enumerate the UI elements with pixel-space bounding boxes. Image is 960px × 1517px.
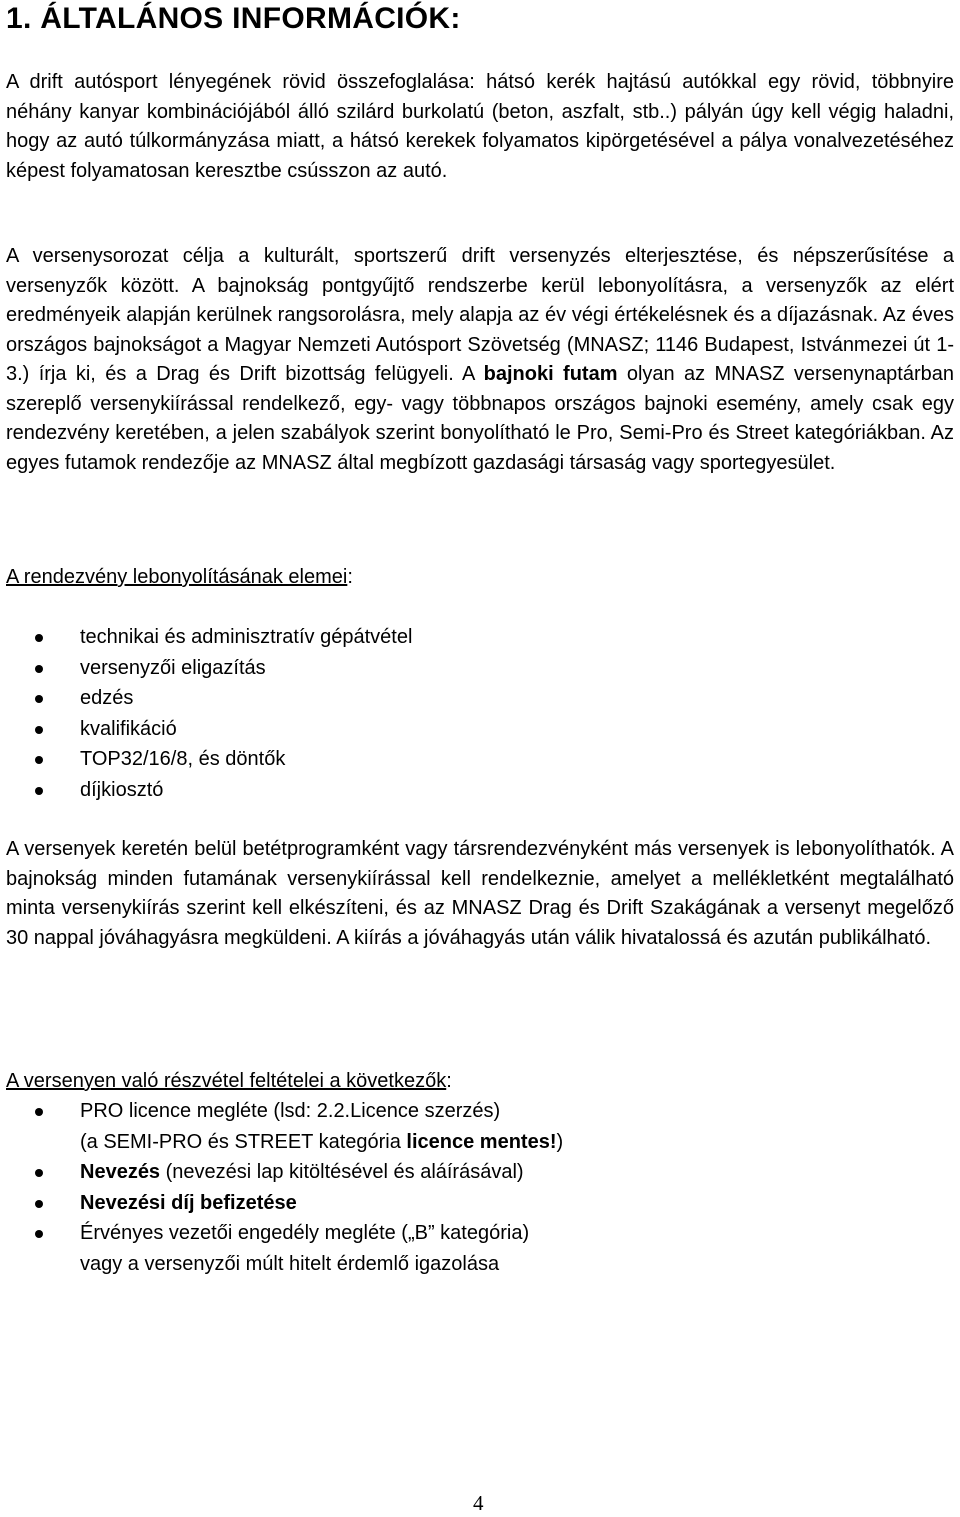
bullet-icon	[35, 1108, 43, 1116]
list-item-text: vagy a versenyzői múlt hitelt érdemlő igazolása	[80, 1252, 500, 1275]
paragraph-series-goal-text: A versenysorozat célja a kulturált, sportszerű drift versenyzés elterjesztése, és népszerűsítése a versenyzők között. A bajnokság pontgyűjtő rendszerbe kerül lebonyolításra, a versenyzők az elért eredményeik alapján kerülnek rangsorolásra, mely alapja az év végi értékelésnek és a díjazásnak. Az éves országos bajnokságot a Magyar Nemzeti Autósport Szövetség (MNASZ; 1146 Budapest, Istvánmezei út 1-3.) írja ki, és a Drag és Drift bizottság felügyeli. A	[6, 245, 954, 385]
list-item	[6, 1157, 946, 1188]
list-item-text: díjkiosztó	[80, 778, 164, 801]
list-item-text: Érvényes vezetői engedély megléte („B” kategória)	[80, 1222, 530, 1244]
list-item-text: )	[556, 1130, 564, 1153]
paragraph-series-goal	[6, 242, 954, 478]
list-item-text: (a SEMI-PRO és STREET kategória	[80, 1130, 407, 1153]
list-item-text: edzés	[80, 687, 134, 709]
participation-conditions-heading-text: A versenyen való részvétel feltételei a következők	[6, 1070, 447, 1092]
bullet-icon	[35, 695, 43, 703]
bullet-icon	[35, 756, 43, 764]
list-item-text-bold: licence mentes!	[406, 1130, 557, 1153]
paragraph-drift-summary: A drift autósport lényegének rövid összefoglalása: hátsó kerék hajtású autókkal egy rövid, többnyire néhány kanyar kombinációjából álló szilárd burkolatú (beton, aszfalt, stb..) pályán úgy kell végig haladni, hogy az autó túlkormányzása miatt, a hátsó kerekek folyamatos kipörgetésével a pálya vonalvezetéséhez képest folyamatosan keresztbe csússzon az autó.	[6, 71, 954, 182]
bullet-icon	[35, 1169, 43, 1177]
bullet-icon	[35, 634, 43, 642]
list-item	[6, 653, 946, 684]
page-number: 4	[473, 1491, 484, 1515]
list-item	[6, 683, 946, 714]
participation-conditions-heading	[6, 1067, 452, 1097]
list-item-text: versenyzői eligazítás	[80, 656, 266, 679]
participation-conditions-heading-colon: :	[446, 1070, 452, 1092]
bullet-icon	[35, 787, 43, 795]
paragraph-series-goal-text-cont: olyan az MNASZ versenynaptárban szereplő versenykiírással rendelkező, egy- vagy többnapos országos bajnoki esemény, amely csak egy rendezvény keretében, a jelen szabályok szerint bonyolítható le Pro, Semi-Pro és Street kategóriákban. Az egyes futamok rendezője az MNASZ által megbízott gazdasági társaság vagy sportegyesület.	[6, 363, 954, 474]
participation-conditions-list	[6, 1096, 946, 1279]
list-item-text-bold: Nevezés	[80, 1161, 161, 1183]
list-item-text: TOP32/16/8, és döntők	[80, 748, 286, 770]
bullet-icon	[35, 726, 43, 734]
list-item-text: PRO licence megléte (lsd: 2.2.Licence szerzés)	[80, 1100, 501, 1122]
paragraph-side-events: A versenyek keretén belül betétprogramként vagy társrendezvényként más versenyek is lebonyolíthatók. A bajnokság minden futamának versenykiírással kell rendelkeznie, amelyet a mellékletként megtalálható minta versenykiírás szerint kell elkészíteni, és az MNASZ Drag és Drift Szakágának a versenyt megelőző 30 nappal jóváhagyásra megküldeni. A kiírás a jóváhagyás után válik hivatalossá és azután publikálható.	[6, 838, 954, 949]
list-item	[6, 1096, 946, 1157]
list-item	[6, 714, 946, 745]
event-elements-heading	[6, 563, 353, 593]
list-item-text-bold: Nevezési díj befizetése	[80, 1191, 297, 1214]
list-item-text: kvalifikáció	[80, 717, 177, 740]
event-elements-list	[6, 622, 946, 805]
list-item	[6, 775, 946, 806]
bullet-icon	[35, 1200, 43, 1208]
championship-race-term: bajnoki futam	[483, 363, 618, 385]
section-heading: 1. ÁLTALÁNOS INFORMÁCIÓK:	[6, 2, 461, 35]
list-item-text: (nevezési lap kitöltésével és aláírásával)	[160, 1161, 524, 1183]
event-elements-heading-colon: :	[347, 566, 353, 588]
list-item	[6, 622, 946, 653]
list-item	[6, 1188, 946, 1219]
bullet-icon	[35, 1230, 43, 1238]
list-item	[6, 1218, 946, 1279]
list-item-text: technikai és adminisztratív gépátvétel	[80, 626, 413, 648]
bullet-icon	[35, 665, 43, 673]
event-elements-heading-text: A rendezvény lebonyolításának elemei	[6, 566, 348, 588]
list-item	[6, 744, 946, 775]
